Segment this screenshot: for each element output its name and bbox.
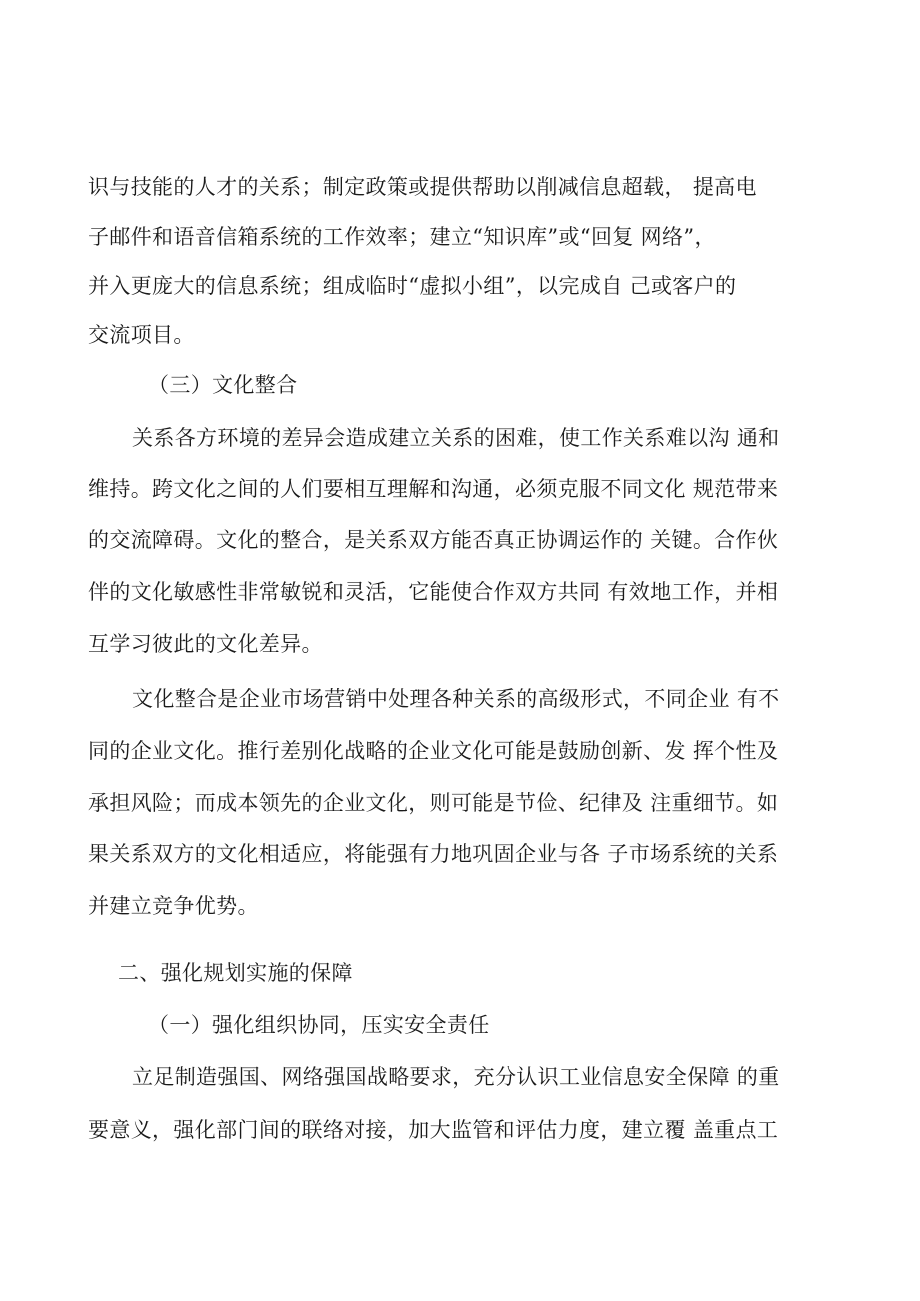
paragraph-3-line-3: 承担风险；而成本领先的企业文化，则可能是节俭、纪律及 注重细节。如 — [88, 791, 779, 815]
paragraph-3-line-4: 果关系双方的文化相适应，将能强有力地巩固企业与各 子市场系统的关系 — [88, 842, 779, 866]
paragraph-1-line-2: 子邮件和语音信箱系统的工作效率；建立“知识库”或“回复 网络”， — [88, 225, 716, 249]
paragraph-2-line-3: 的交流障碍。文化的整合，是关系双方能否真正协调运作的 关键。合作伙 — [88, 528, 779, 552]
paragraph-1-line-3: 并入更庞大的信息系统；组成临时“虚拟小组”，以完成自 己或客户的 — [88, 274, 737, 298]
paragraph-2-line-1: 关系各方环境的差异会造成建立关系的困难，使工作关系难以沟 通和 — [132, 426, 780, 450]
paragraph-3-line-5: 并建立竞争优势。 — [88, 894, 259, 918]
paragraph-3-line-1: 文化整合是企业市场营销中处理各种关系的高级形式，不同企业 有不 — [132, 687, 780, 711]
paragraph-3-line-2: 同的企业文化。推行差别化战略的企业文化可能是鼓励创新、发 挥个性及 — [88, 739, 779, 763]
paragraph-2-line-4: 伴的文化敏感性非常敏锐和灵活，它能使合作双方共同 有效地工作，并相 — [88, 580, 779, 604]
paragraph-1-line-4: 交流项目。 — [88, 323, 195, 347]
paragraph-4-line-2: 要意义，强化部门间的联络对接，加大监管和评估力度，建立覆 盖重点工 — [88, 1118, 779, 1142]
subsection-heading-organization: （一）强化组织协同，压实安全责任 — [148, 1013, 490, 1037]
section-heading-planning-guarantee: 二、强化规划实施的保障 — [118, 961, 353, 985]
paragraph-1-line-1: 识与技能的人才的关系；制定政策或提供帮助以削减信息超载， 提高电 — [88, 175, 757, 199]
section-heading-culture-integration: （三）文化整合 — [148, 373, 298, 397]
paragraph-2-line-5: 互学习彼此的文化差异。 — [88, 632, 323, 656]
paragraph-2-line-2: 维持。跨文化之间的人们要相互理解和沟通，必须克服不同文化 规范带来 — [88, 477, 779, 501]
paragraph-4-line-1: 立足制造强国、网络强国战略要求，充分认识工业信息安全保障 的重 — [132, 1065, 780, 1089]
